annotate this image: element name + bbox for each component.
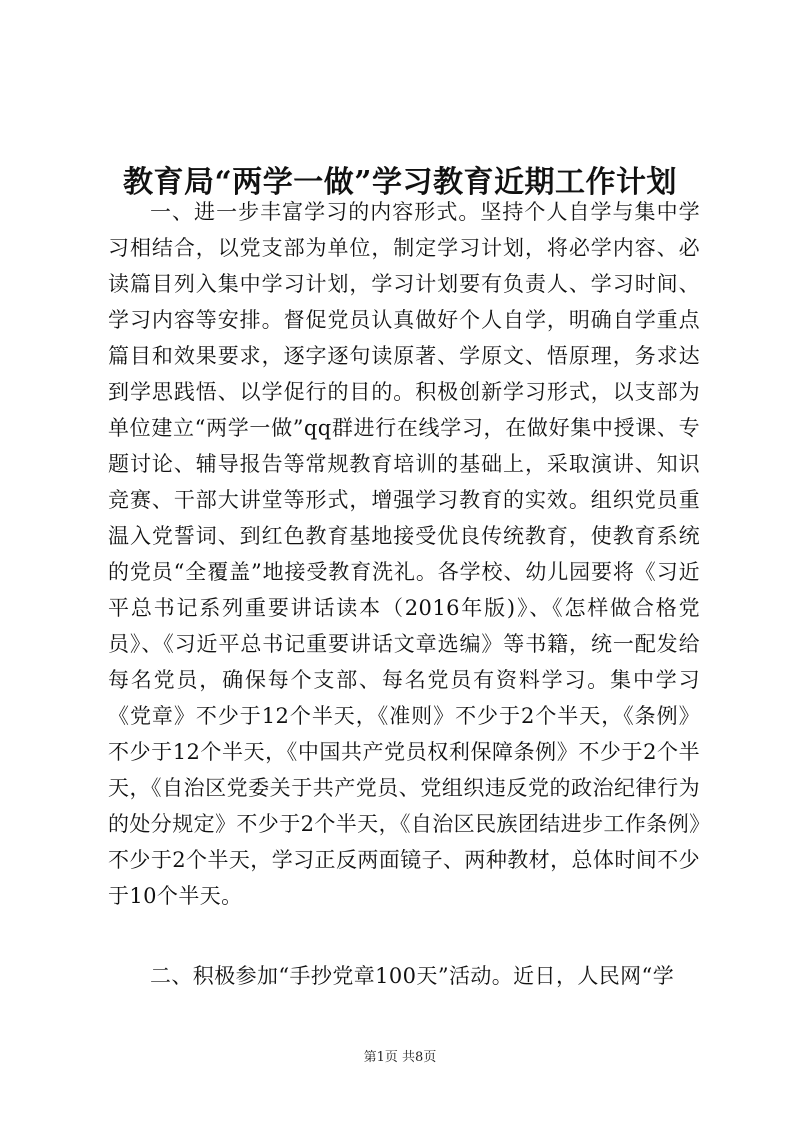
body-paragraph-2: 二、积极参加“手抄党章100天”活动。近日，人民网“学 [150, 964, 675, 988]
document-title: 教育局“两学一做”学习教育近期工作计划 [122, 165, 677, 201]
body-paragraph-1: 一、进一步丰富学习的内容形式。坚持个人自学与集中学习相结合，以党支部为单位，制定学习计划，将必学内容、必读篇目列入集中学习计划，学习计划要有负责人、学习时间、学习内容等安排。督促党员认真做好个人自学，明确自学重点篇目和效果要求，逐字逐句读原著、学原文、悟原理，务求达到学思践悟、以学促行的目的。积极创新学习形式，以支部为单位建立“两学一做”qq群进行在线学习，在做好集中授课、专题讨论、辅导报告等常规教育培训的基础上，采取演讲、知识竞赛、干部大讲堂等形式，增强学习教育的实效。组织党员重温入党誓词、到红色教育基地接受优良传统教育，使教育系统的党员“全覆盖”地接受教育洗礼。各学校、幼儿园要将《习近平总书记系列重要讲话读本（2016年版)》、《怎样做合格党员》、《习近平总书记重要讲话文章选编》等书籍，统一配发给每名党员，确保每个支部、每名党员有资料学习。集中学习《党章》不少于12个半天，《准则》不少于2个半天，《条例》不少于12个半天，《中国共产党员权利保障条例》不少于2个半天，《自治区党委关于共产党员、党组织违反党的政治纪律行为的处分规定》不少于2个半天，《自治区民族团结进步工作条例》不少于2个半天，学习正反两面镜子、两种教材，总体时间不少于10个半天。 [108, 200, 700, 908]
page-number-footer: 第1页 共8页 [363, 1050, 437, 1065]
